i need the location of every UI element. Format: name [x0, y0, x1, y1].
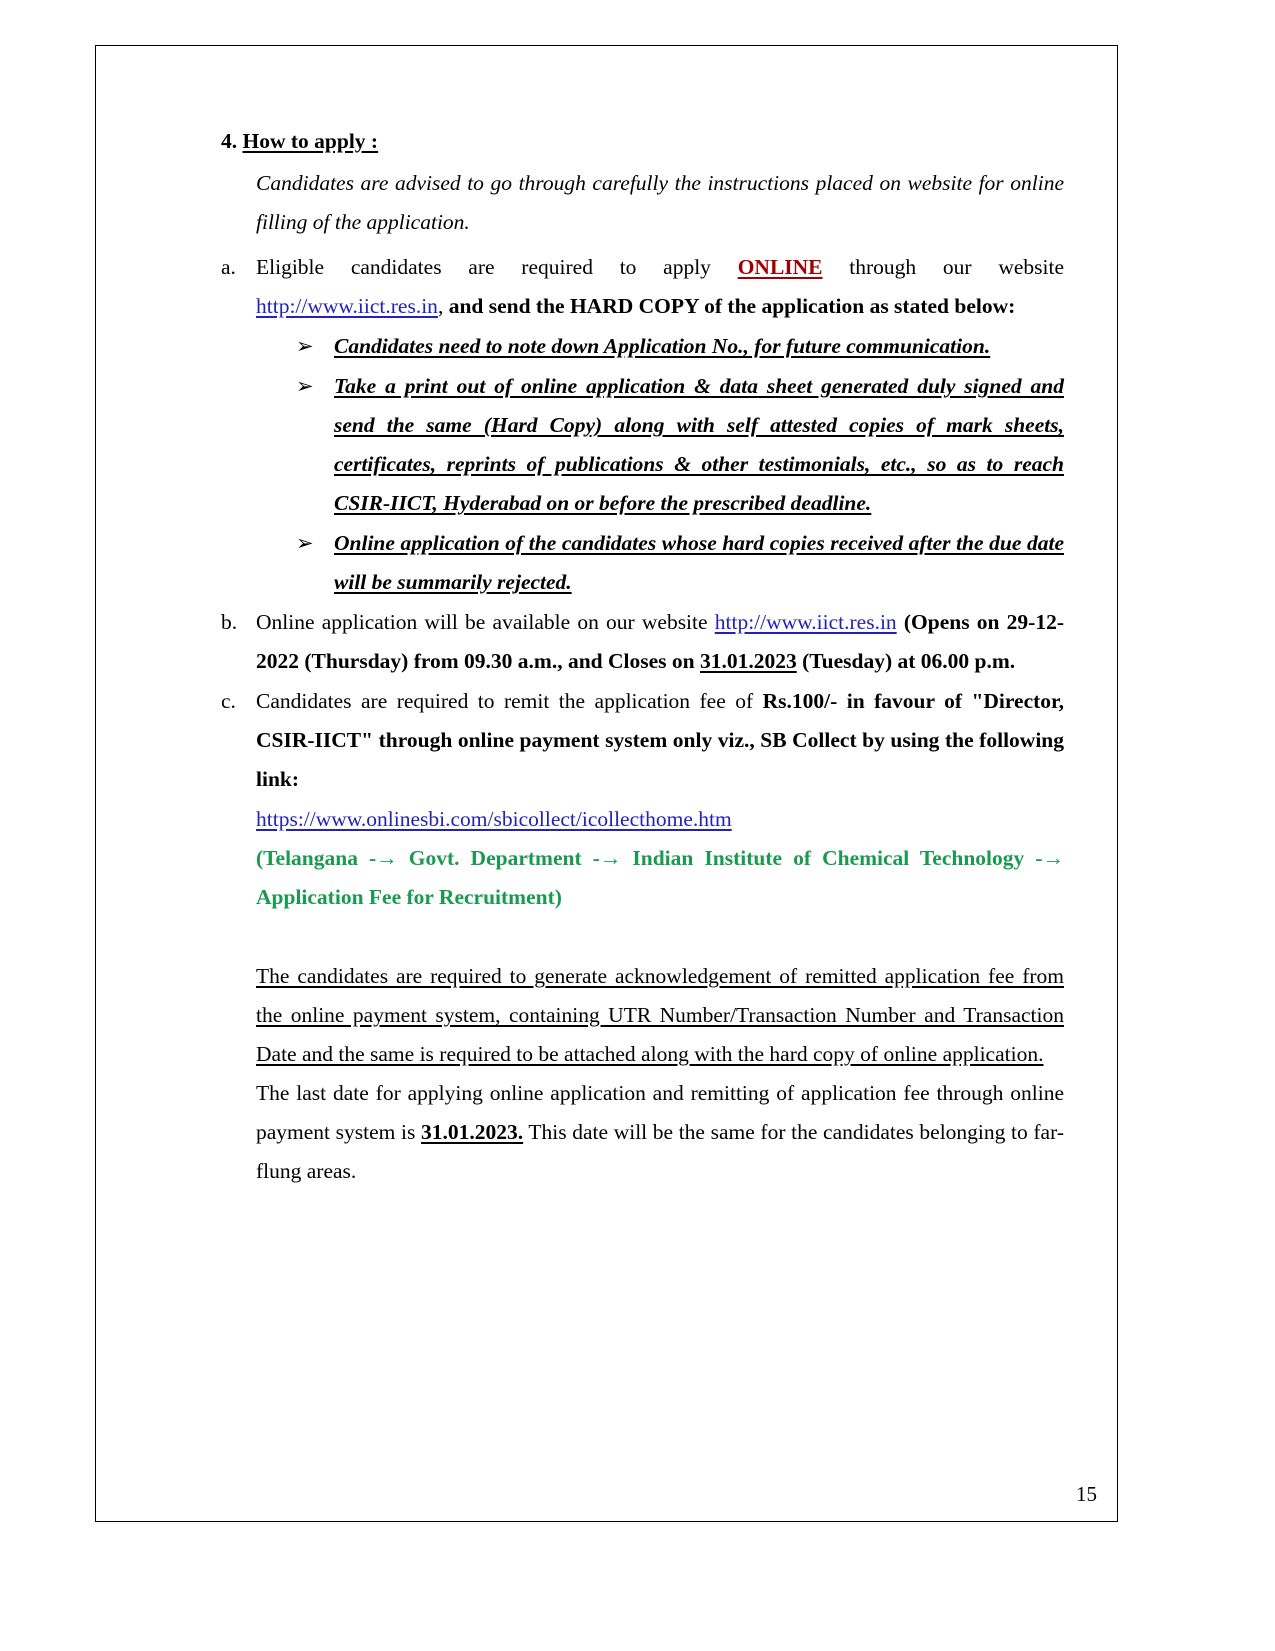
item-a-bold-tail: and send the HARD COPY of the application as stated below: [448, 294, 1016, 318]
item-b-bold-2: (Tuesday) at 06.00 p.m. [796, 649, 1016, 673]
arrow-bullet-2 [159, 367, 1064, 523]
list-item-c [159, 682, 1064, 799]
arrow-bullet-2-text: Take a print out of online application & data sheet generated duly signed and send the same (Hard Copy) along with self attested copies of mark sheets, certificates, reprints of publications & other testimonials, etc., so as to reach CSIR-IICT, Hyderabad on or before the prescribed deadline. [334, 374, 1064, 515]
sbi-navigation-path: (Telangana -→ Govt. Department -→ Indian Institute of Chemical Technology -→ Application Fee for Recruitment) [256, 846, 1064, 909]
item-b-bold-1: (Opens on 29-12-2022 (Thursday) from 09.30 a.m., and Closes on [256, 610, 1064, 673]
list-marker-b: b. [221, 610, 238, 634]
last-date-paragraph [159, 1074, 1064, 1191]
paragraph-spacer [159, 917, 1064, 957]
arrow-bullet-3-text: Online application of the candidates whose hard copies received after the due date will be summarily rejected. [334, 531, 1064, 594]
list-marker-c: c. [221, 689, 236, 713]
list-marker-a: a. [221, 255, 236, 279]
item-a-text-1: Eligible candidates are required to apply [256, 255, 738, 279]
arrow-bullet-3 [159, 524, 1064, 602]
arrow-bullet-1-text: Candidates need to note down Application No., for future communication. [334, 334, 991, 358]
arrow-bullet-icon: ➢ [296, 531, 314, 555]
section-heading-text: How to apply : [242, 129, 379, 153]
item-b-close-date: 31.01.2023 [699, 649, 797, 673]
iict-website-link-2[interactable]: http://www.iict.res.in [714, 610, 897, 634]
last-date-text-1: The last date for applying online application and remitting of application fee through online payment system is [256, 1081, 1064, 1144]
iict-website-link[interactable]: http://www.iict.res.in [256, 294, 438, 318]
item-b-text-1: Online application will be available on our website [256, 610, 715, 634]
acknowledgement-paragraph: The candidates are required to generate acknowledgement of remitted application fee from the online payment system, containing UTR Number/Transaction Number and Transaction Date and the same is required to be attached along with the hard copy of online application. [256, 964, 1064, 1066]
section-heading [159, 124, 1064, 158]
page-content [159, 124, 1064, 1191]
sbi-collect-link-row [159, 800, 1064, 839]
list-item-b [159, 603, 1064, 681]
page-border [95, 45, 1118, 1522]
arrow-bullet-icon: ➢ [296, 374, 314, 398]
item-a-text-2: through our website [822, 255, 1065, 279]
page-number: 15 [1076, 1482, 1097, 1506]
item-c-text-1: Candidates are required to remit the application fee of [256, 689, 763, 713]
online-emphasis: ONLINE [737, 255, 823, 279]
item-a-text-3: , [437, 294, 449, 318]
list-item-a [159, 248, 1064, 326]
arrow-bullet-1 [159, 327, 1064, 366]
last-date-value: 31.01.2023. [421, 1120, 524, 1144]
last-date-text-2: This date will be the same for the candidates belonging to far-flung areas. [256, 1120, 1064, 1183]
intro-paragraph: Candidates are advised to go through carefully the instructions placed on website for online filling of the application. [256, 171, 1064, 234]
item-c-bold-1: Rs.100/- in favour of "Director, CSIR-IICT" through online payment system only viz., SB Collect by using the following link: [256, 689, 1064, 791]
arrow-bullet-icon: ➢ [296, 334, 314, 358]
section-number: 4. [221, 129, 238, 153]
sbi-collect-link[interactable]: https://www.onlinesbi.com/sbicollect/icollecthome.htm [256, 807, 732, 831]
